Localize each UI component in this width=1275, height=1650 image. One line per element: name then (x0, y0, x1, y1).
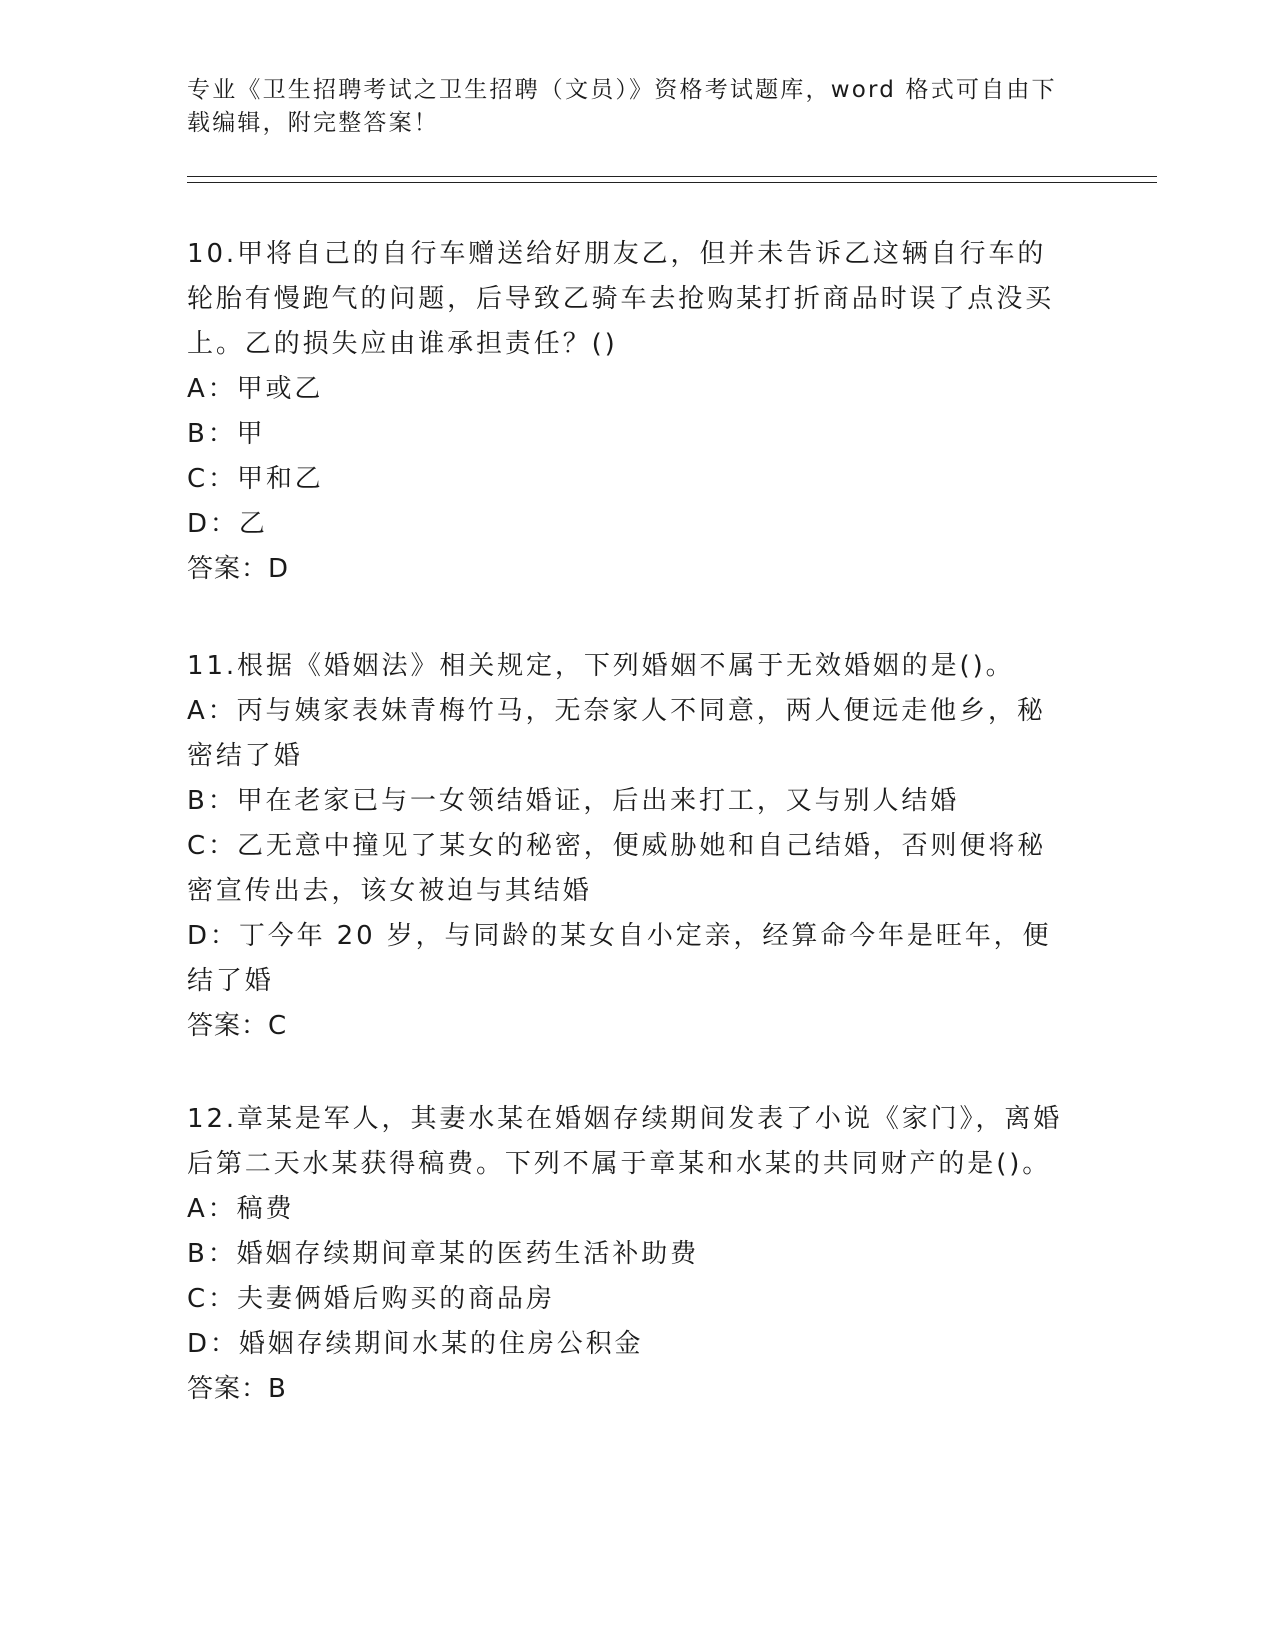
option-b: B：婚姻存续期间章某的医药生活补助费 (187, 1239, 700, 1269)
header-divider (187, 176, 1157, 183)
question-stem: 12.章某是军人，其妻水某在婚姻存续期间发表了小说《家门》，离婚后第二天水某获得稿费。下列不属于章某和水某的共同财产的是()。 (187, 1104, 1063, 1179)
question-stem: 10.甲将自己的自行车赠送给好朋友乙，但并未告诉乙这辆自行车的轮胎有慢跑气的问题，后导致乙骑车去抢购某打折商品时误了点没买上。乙的损失应由谁承担责任？() (187, 239, 1055, 359)
answer-line: 答案：B (187, 1374, 287, 1404)
question-11 (187, 644, 1067, 1049)
answer-line: 答案：C (187, 1011, 288, 1041)
option-d: D：丁今年 20 岁，与同龄的某女自小定亲，经算命今年是旺年，便结了婚 (187, 921, 1052, 996)
option-c: C：夫妻俩婚后购买的商品房 (187, 1284, 555, 1314)
question-10 (187, 232, 1067, 592)
option-a: A：稿费 (187, 1194, 295, 1224)
question-stem: 11.根据《婚姻法》相关规定，下列婚姻不属于无效婚姻的是()。 (187, 651, 1015, 681)
document-header: 专业《卫生招聘考试之卫生招聘（文员）》资格考试题库，word 格式可自由下载编辑，附完整答案！ (187, 77, 1057, 136)
option-d: D：乙 (187, 509, 268, 539)
option-b: B：甲 (187, 419, 266, 449)
option-d: D：婚姻存续期间水某的住房公积金 (187, 1329, 644, 1359)
option-b: B：甲在老家已与一女领结婚证，后出来打工，又与别人结婚 (187, 786, 960, 816)
option-a: A：丙与姨家表妹青梅竹马，无奈家人不同意，两人便远走他乡，秘密结了婚 (187, 696, 1046, 771)
option-c: C：甲和乙 (187, 464, 324, 494)
option-c: C：乙无意中撞见了某女的秘密，便威胁她和自己结婚，否则便将秘密宣传出去，该女被迫与其结婚 (187, 831, 1047, 906)
question-12 (187, 1097, 1067, 1412)
option-a: A：甲或乙 (187, 374, 324, 404)
answer-line: 答案：D (187, 554, 290, 584)
